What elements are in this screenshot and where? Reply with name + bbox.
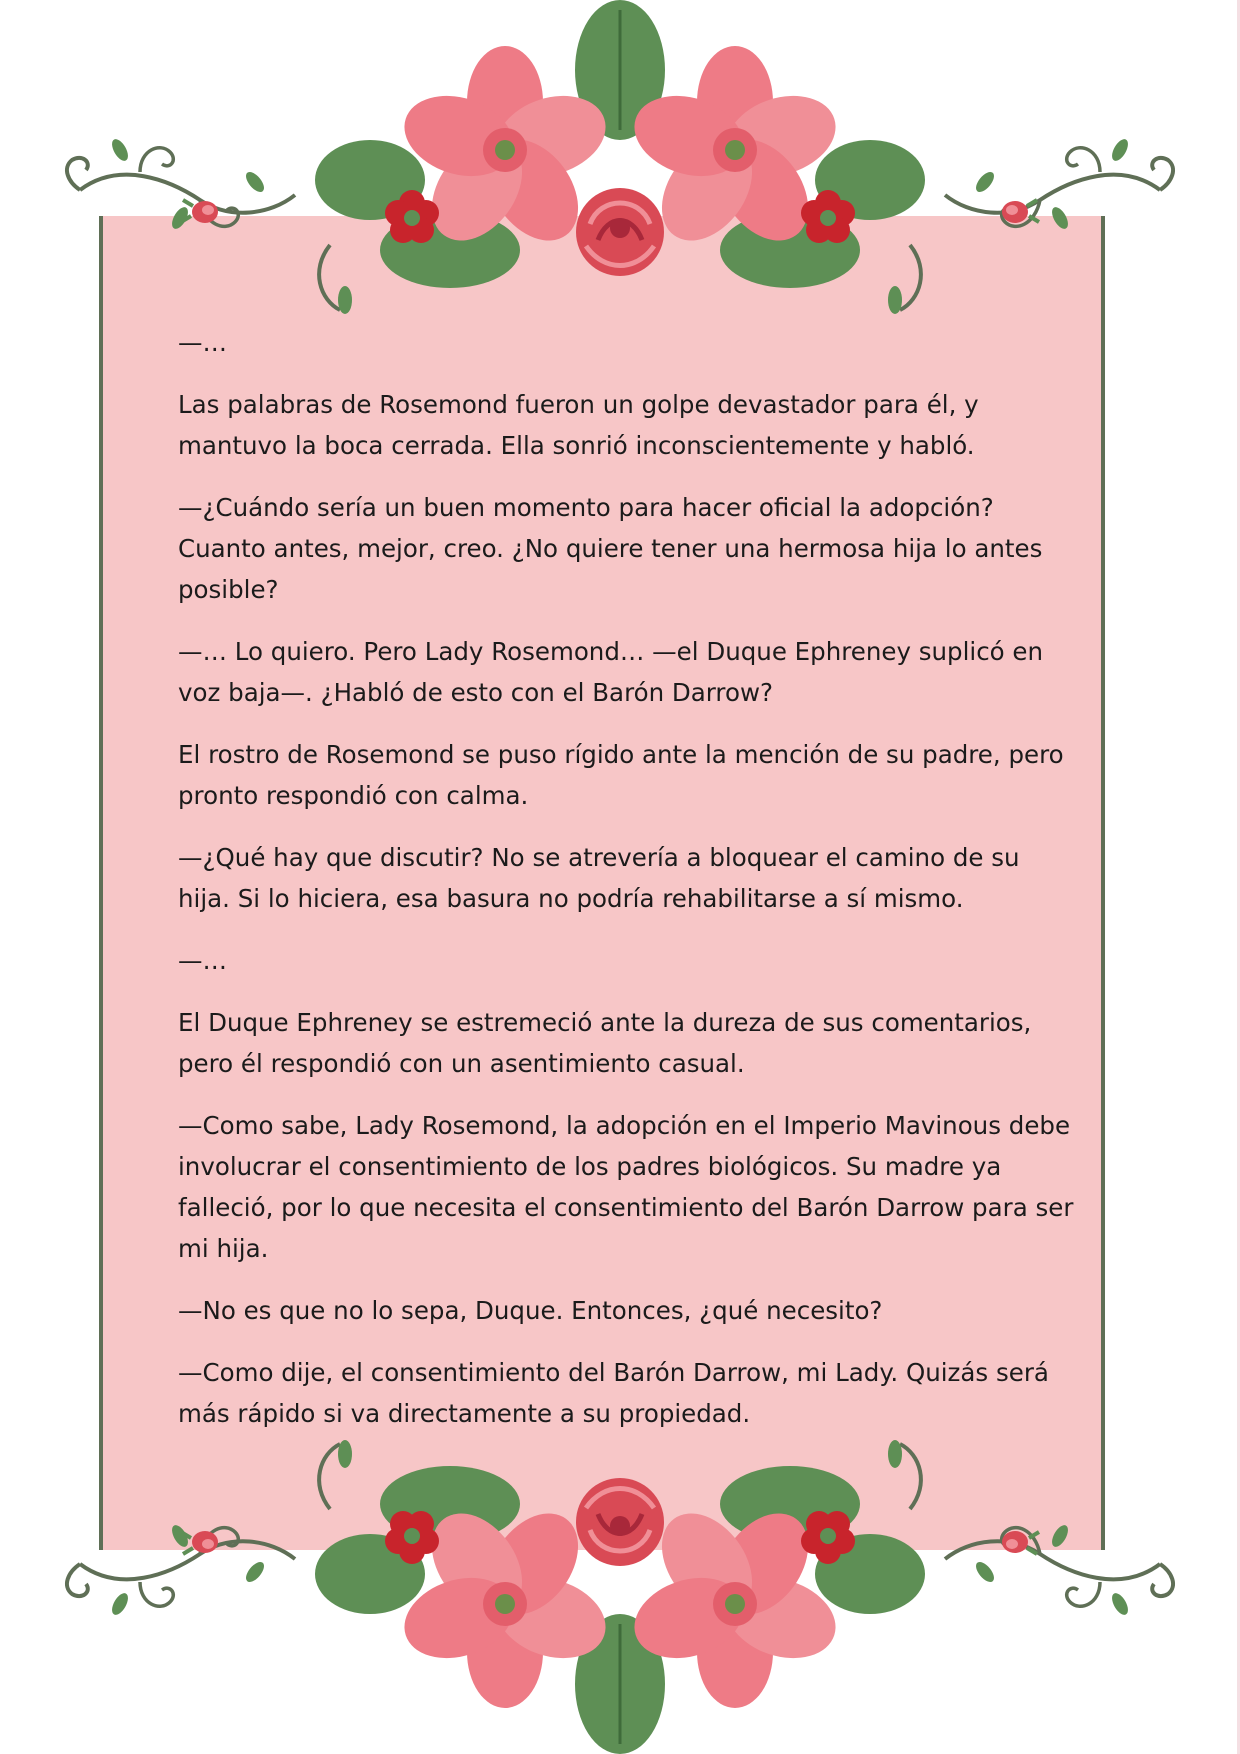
paragraph: —… [178,946,227,975]
paragraph: —Como dije, el consentimiento del Barón Darrow, mi Lady. Quizás será más rápido si va directamente a su propiedad. [178,1358,1049,1428]
paragraph: —… Lo quiero. Pero Lady Rosemond… —el Duque Ephreney suplicó en voz baja—. ¿Habló de esto con el Barón Darrow? [178,637,1044,707]
story-text [178,322,1078,1455]
bottom-floral-garland-icon [0,1414,1240,1754]
paragraph: —Como sabe, Lady Rosemond, la adopción en el Imperio Mavinous debe involucrar el consentimiento de los padres biológicos. Su madre ya falleció, por lo que necesita el consentimiento del Barón Darrow para ser mi hija. [178,1111,1074,1263]
top-floral-garland-icon [0,0,1240,340]
paragraph: —… [178,328,227,357]
paragraph: El rostro de Rosemond se puso rígido ante la mención de su padre, pero pronto respondió con calma. [178,740,1064,810]
paragraph: Las palabras de Rosemond fueron un golpe devastador para él, y mantuvo la boca cerrada. Ella sonrió inconscientemente y habló. [178,390,979,460]
paragraph: El Duque Ephreney se estremeció ante la dureza de sus comentarios, pero él respondió con un asentimiento casual. [178,1008,1032,1078]
paragraph: —No es que no lo sepa, Duque. Entonces, ¿qué necesito? [178,1296,883,1325]
paragraph: —¿Cuándo sería un buen momento para hacer oficial la adopción? Cuanto antes, mejor, creo. ¿No quiere tener una hermosa hija lo antes posible? [178,493,1043,604]
paragraph: —¿Qué hay que discutir? No se atrevería a bloquear el camino de su hija. Si lo hiciera, esa basura no podría rehabilitarse a sí mismo. [178,843,1020,913]
